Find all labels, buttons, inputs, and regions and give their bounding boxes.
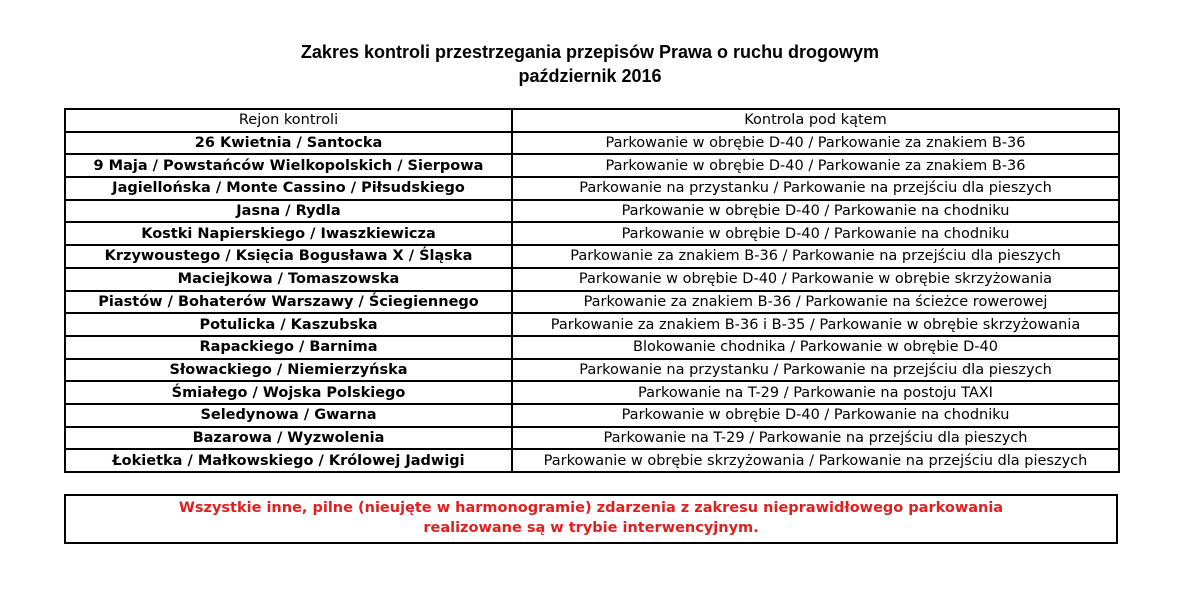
table-row <box>65 381 1119 404</box>
control-cell: Parkowanie w obrębie D-40 / Parkowanie na chodniku <box>512 222 1119 245</box>
notice-line-2: realizowane są w trybie interwencyjnym. <box>423 520 759 536</box>
region-cell: 9 Maja / Powstańców Wielkopolskich / Sierpowa <box>65 154 512 177</box>
control-cell: Parkowanie w obrębie D-40 / Parkowanie na chodniku <box>512 404 1119 427</box>
table-row <box>65 200 1119 223</box>
control-cell: Parkowanie w obrębie D-40 / Parkowanie na chodniku <box>512 200 1119 223</box>
table-row <box>65 222 1119 245</box>
control-cell: Parkowanie w obrębie D-40 / Parkowanie za znakiem B-36 <box>512 154 1119 177</box>
control-cell: Parkowanie za znakiem B-36 / Parkowanie na przejściu dla pieszych <box>512 245 1119 268</box>
control-cell: Blokowanie chodnika / Parkowanie w obrębie D-40 <box>512 336 1119 359</box>
table-row <box>65 336 1119 359</box>
control-cell: Parkowanie w obrębie D-40 / Parkowanie w obrębie skrzyżowania <box>512 268 1119 291</box>
table-row <box>65 268 1119 291</box>
table-row <box>65 177 1119 200</box>
region-cell: Śmiałego / Wojska Polskiego <box>65 381 512 404</box>
region-cell: Potulicka / Kaszubska <box>65 313 512 336</box>
table-row <box>65 154 1119 177</box>
table-row <box>65 427 1119 450</box>
table-row <box>65 245 1119 268</box>
table-row <box>65 132 1119 155</box>
control-cell: Parkowanie za znakiem B-36 / Parkowanie na ścieżce rowerowej <box>512 291 1119 314</box>
control-cell: Parkowanie w obrębie D-40 / Parkowanie za znakiem B-36 <box>512 132 1119 155</box>
region-cell: Rapackiego / Barnima <box>65 336 512 359</box>
control-cell: Parkowanie na T-29 / Parkowanie na przejściu dla pieszych <box>512 427 1119 450</box>
column-header-control: Kontrola pod kątem <box>512 109 1119 132</box>
control-cell: Parkowanie w obrębie skrzyżowania / Parkowanie na przejściu dla pieszych <box>512 449 1119 472</box>
region-cell: Krzywoustego / Księcia Bogusława X / Śląska <box>65 245 512 268</box>
emergency-notice <box>64 494 1118 544</box>
region-cell: Słowackiego / Niemierzyńska <box>65 359 512 382</box>
table-row <box>65 313 1119 336</box>
region-cell: Bazarowa / Wyzwolenia <box>65 427 512 450</box>
control-cell: Parkowanie na T-29 / Parkowanie na postoju TAXI <box>512 381 1119 404</box>
document-header <box>0 40 1180 88</box>
notice-line-1: Wszystkie inne, pilne (nieujęte w harmonogramie) zdarzenia z zakresu nieprawidłowego parkowania <box>178 500 1004 516</box>
column-header-region: Rejon kontroli <box>65 109 512 132</box>
table-row <box>65 359 1119 382</box>
region-cell: Łokietka / Małkowskiego / Królowej Jadwigi <box>65 449 512 472</box>
table-body <box>65 132 1119 472</box>
control-cell: Parkowanie na przystanku / Parkowanie na przejściu dla pieszych <box>512 359 1119 382</box>
table-row <box>65 449 1119 472</box>
region-cell: Kostki Napierskiego / Iwaszkiewicza <box>65 222 512 245</box>
table-header-row <box>65 109 1119 132</box>
control-cell: Parkowanie za znakiem B-36 i B-35 / Parkowanie w obrębie skrzyżowania <box>512 313 1119 336</box>
table-row <box>65 291 1119 314</box>
control-cell: Parkowanie na przystanku / Parkowanie na przejściu dla pieszych <box>512 177 1119 200</box>
region-cell: Jagiellońska / Monte Cassino / Piłsudskiego <box>65 177 512 200</box>
document-subtitle: październik 2016 <box>518 66 662 86</box>
control-schedule-table <box>64 108 1120 473</box>
document-title: Zakres kontroli przestrzegania przepisów Prawa o ruchu drogowym <box>300 42 880 62</box>
region-cell: Maciejkowa / Tomaszowska <box>65 268 512 291</box>
region-cell: Seledynowa / Gwarna <box>65 404 512 427</box>
region-cell: Jasna / Rydla <box>65 200 512 223</box>
table-row <box>65 404 1119 427</box>
region-cell: Piastów / Bohaterów Warszawy / Ściegiennego <box>65 291 512 314</box>
region-cell: 26 Kwietnia / Santocka <box>65 132 512 155</box>
